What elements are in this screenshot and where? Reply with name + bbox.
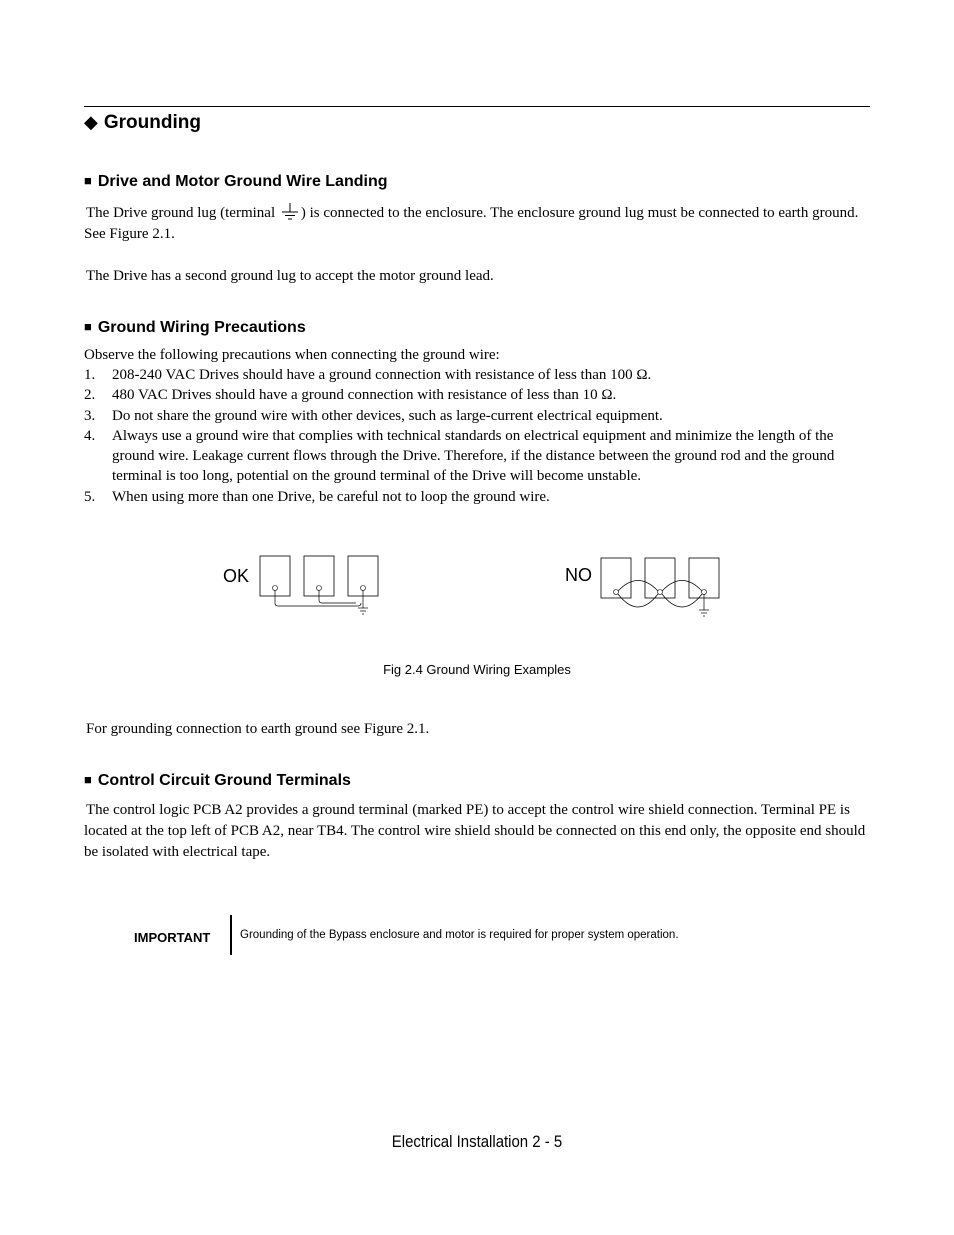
important-text: Grounding of the Bypass enclosure and motor is required for proper system operation. [240, 929, 679, 941]
drive-motor-paragraph-1: The Drive ground lug (terminal ) is connected to the enclosure. The enclosure ground lug must be connected to earth ground. See Figure 2.1. [84, 205, 859, 242]
list-item: 1. 208-240 VAC Drives should have a ground connection with resistance of less than 100 Ω. [84, 367, 652, 383]
ground-terminal-icon [614, 590, 619, 595]
control-paragraph: The control logic PCB A2 provides a ground terminal (marked PE) to accept the control wire shield connection. Terminal PE is located at the top left of PCB A2, near TB4. The control wire shield should be connected on this end only, the opposite end should be isolated with electrical tape. [84, 802, 866, 860]
ground-terminal-icon [361, 586, 366, 591]
ground-terminal-icon [702, 590, 707, 595]
list-item: 4. Always use a ground wire that complies with technical standards on electrical equipment and minimize the length of the ground wire. Leakage current flows through the Drive. Therefore, if the distance between the ground rod and the ground terminal is too long, potential on the ground terminal of the Drive will become unstable. [84, 427, 835, 485]
control-heading: ■ Control Circuit Ground Terminals [84, 772, 351, 789]
ok-example [223, 556, 378, 614]
no-label: NO [565, 565, 592, 585]
ok-label: OK [223, 566, 250, 586]
drive-motor-heading: ■ Drive and Motor Ground Wire Landing [84, 173, 388, 190]
square-bullet-icon: ■ [84, 319, 92, 334]
drive-box [645, 558, 675, 598]
precautions-intro: Observe the following precautions when connecting the ground wire: [84, 347, 500, 363]
ground-terminal-icon [317, 586, 322, 591]
square-bullet-icon: ■ [84, 772, 92, 787]
precautions-list [84, 365, 870, 507]
diamond-bullet-icon: ◆ [84, 112, 98, 132]
precautions-heading: ■ Ground Wiring Precautions [84, 319, 306, 336]
earth-ground-note: For grounding connection to earth ground see Figure 2.1. [86, 721, 430, 737]
ground-terminal-icon [273, 586, 278, 591]
figure-caption: Fig 2.4 Ground Wiring Examples [383, 662, 571, 677]
ground-loop-wire [618, 594, 658, 607]
ground-terminal-icon [658, 590, 663, 595]
section-title: Grounding [103, 112, 201, 133]
ground-loop-wire [662, 594, 702, 607]
ground-symbol-icon [280, 203, 300, 221]
ground-loop-wire [662, 581, 702, 592]
drive-box [601, 558, 631, 598]
page-footer: Electrical Installation 2 - 5 [391, 1132, 563, 1151]
ground-loop-wire [618, 581, 658, 592]
square-bullet-icon: ■ [84, 173, 92, 188]
important-divider [230, 915, 232, 955]
ground-wiring-figure [210, 540, 750, 640]
list-item: 5. When using more than one Drive, be careful not to loop the ground wire. [84, 488, 550, 505]
list-item: 3. Do not share the ground wire with other devices, such as large-current electrical equipment. [84, 407, 663, 424]
drive-box [689, 558, 719, 598]
list-item: 2. 480 VAC Drives should have a ground connection with resistance of less than 10 Ω. [84, 387, 617, 404]
top-rule [84, 106, 870, 107]
no-example [565, 558, 719, 616]
important-label: IMPORTANT [134, 930, 211, 945]
section-heading [84, 110, 201, 135]
ground-wire [319, 590, 356, 603]
drive-motor-paragraph-2: The Drive has a second ground lug to accept the motor ground lead. [86, 268, 494, 284]
